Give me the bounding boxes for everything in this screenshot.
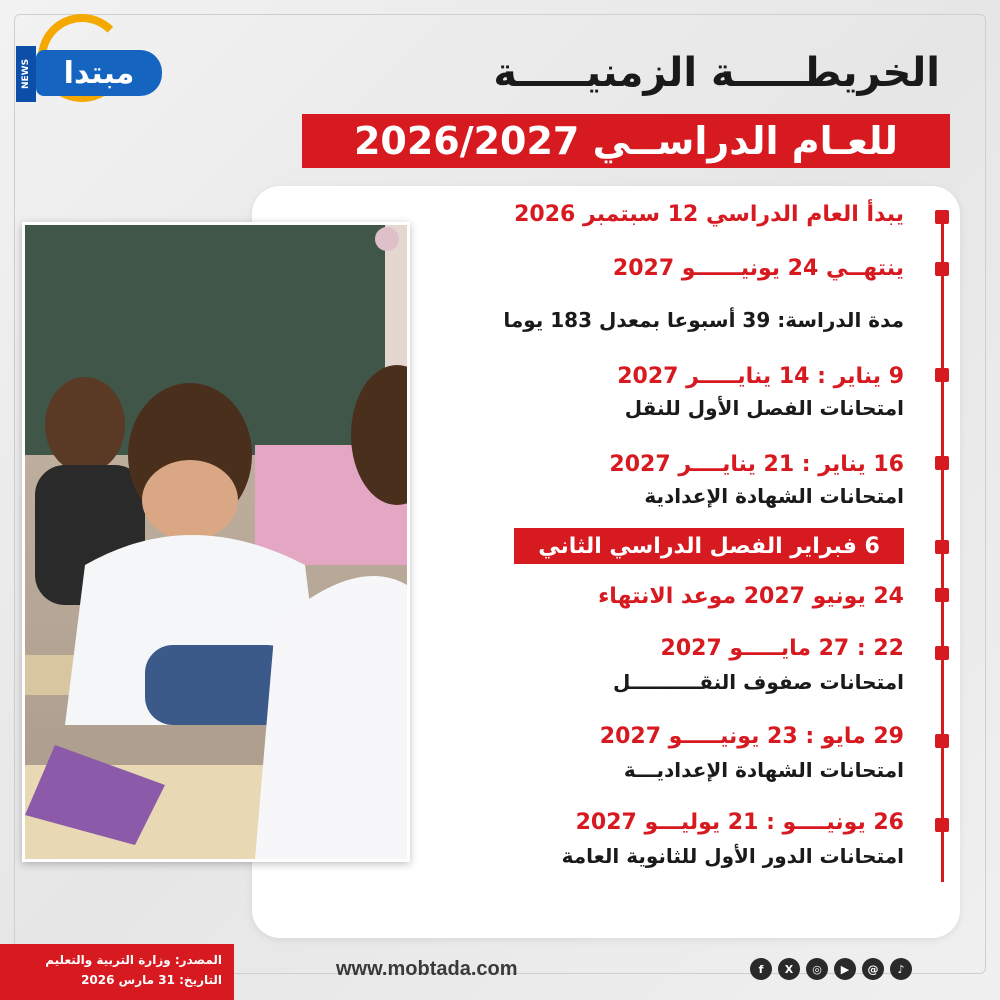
social-icons (750, 958, 912, 980)
event-desc: امتحانات الفصل الأول للنقل (624, 396, 904, 420)
event-date: 26 يونيــــو : 21 يوليـــو 2027 (575, 810, 904, 835)
instagram-icon[interactable]: ◎ (806, 958, 828, 980)
year-end-line: 24 يونيو 2027 موعد الانتهاء (598, 584, 904, 609)
logo-brand-name: مبتدا (36, 50, 162, 96)
timeline-dot (935, 646, 949, 660)
year-end-date: ينتهــي 24 يونيــــــو 2027 (612, 256, 904, 281)
classroom-photo (22, 222, 410, 862)
logo-news-tag: NEWS (16, 46, 36, 102)
event-desc: امتحانات صفوف النقــــــــــل (613, 670, 904, 694)
timeline-dot (935, 210, 949, 224)
timeline-dot (935, 262, 949, 276)
timeline-dot (935, 540, 949, 554)
source-text: المصدر: وزارة التربية والتعليم (45, 953, 222, 967)
youtube-icon[interactable]: ▶ (834, 958, 856, 980)
website-link[interactable]: www.mobtada.com (336, 958, 518, 980)
date-text: التاريخ: 31 مارس 2026 (81, 973, 222, 987)
event-date: 22 : 27 مايـــــو 2027 (660, 636, 904, 661)
page-subtitle: للعـام الدراســي 2026/2027 (302, 114, 950, 168)
tiktok-icon[interactable]: ♪ (890, 958, 912, 980)
event-desc: امتحانات الدور الأول للثانوية العامة (561, 844, 904, 868)
timeline-dot (935, 734, 949, 748)
event-desc: امتحانات الشهادة الإعداديـــة (623, 758, 904, 782)
x-icon[interactable]: X (778, 958, 800, 980)
year-start-date: يبدأ العام الدراسي 12 سبتمبر 2026 (514, 202, 904, 227)
second-term-banner: 6 فبراير الفصل الدراسي الثاني (514, 528, 904, 564)
source-box (0, 944, 234, 1000)
timeline-dot (935, 456, 949, 470)
event-date: 29 مايو : 23 يونيـــــو 2027 (599, 724, 904, 749)
event-desc: امتحانات الشهادة الإعدادية (644, 484, 904, 508)
facebook-icon[interactable]: f (750, 958, 772, 980)
timeline-dot (935, 818, 949, 832)
timeline-dot (935, 368, 949, 382)
threads-icon[interactable]: @ (862, 958, 884, 980)
page-title: الخريطـــــة الزمنيـــــة (493, 50, 940, 96)
event-date: 16 يناير : 21 ينايــــر 2027 (609, 452, 904, 477)
timeline-dot (935, 588, 949, 602)
study-duration: مدة الدراسة: 39 أسبوعا بمعدل 183 يوما (503, 308, 904, 332)
event-date: 9 يناير : 14 ينايـــــر 2027 (617, 364, 904, 389)
brand-logo[interactable] (10, 8, 160, 108)
